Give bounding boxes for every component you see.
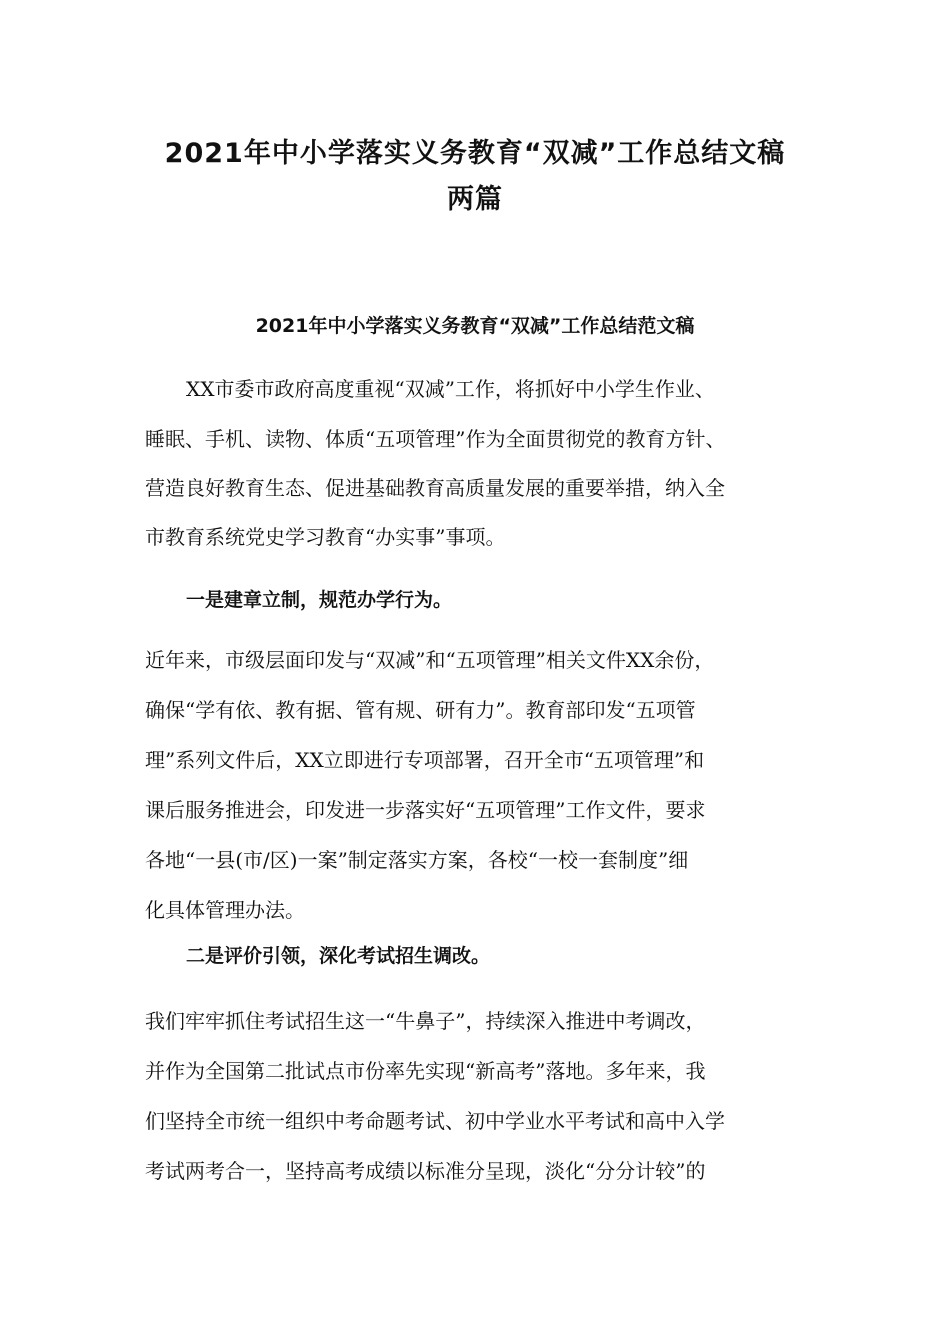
section-2-line: 并作为全国第二批试点市份率先实现“新高考”落地。多年来，我: [145, 1059, 706, 1083]
section-2-line: 考试两考合一，坚持高考成绩以标准分呈现，淡化“分分计较”的: [145, 1159, 706, 1183]
intro-line: 营造良好教育生态、促进基础教育高质量发展的重要举措，纳入全: [145, 476, 725, 500]
section-1-line: 课后服务推进会，印发进一步落实好“五项管理”工作文件，要求: [145, 798, 706, 822]
section-1-heading: 一是建章立制，规范办学行为。: [186, 589, 453, 611]
section-1-line: 化具体管理办法。: [145, 898, 305, 922]
section-1-line: 确保“学有依、教有据、管有规、研有力”。教育部印发“五项管: [145, 698, 696, 722]
document-title-line-2: 两篇: [447, 184, 503, 215]
section-2-line: 我们牢牢抓住考试招生这一“牛鼻子”，持续深入推进中考调改，: [145, 1009, 706, 1033]
section-1-line: 近年来，市级层面印发与“双减”和“五项管理”相关文件XX余份，: [145, 648, 715, 672]
document-title-line-1: 2021年中小学落实义务教育“双减”工作总结文稿: [164, 138, 786, 169]
intro-line: XX市委市政府高度重视“双减”工作，将抓好中小学生作业、: [186, 377, 715, 401]
section-1-line: 理”系列文件后，XX立即进行专项部署，召开全市“五项管理”和: [145, 748, 705, 772]
article-subtitle: 2021年中小学落实义务教育“双减”工作总结范文稿: [255, 315, 695, 337]
section-1-line: 各地“一县(市/区)一案”制定落实方案，各校“一校一套制度”细: [145, 848, 689, 872]
section-2-line: 们坚持全市统一组织中考命题考试、初中学业水平考试和高中入学: [145, 1109, 725, 1133]
section-2-heading: 二是评价引领，深化考试招生调改。: [186, 945, 491, 967]
intro-line: 睡眠、手机、读物、体质“五项管理”作为全面贯彻党的教育方针、: [145, 427, 726, 451]
intro-line: 市教育系统党史学习教育“办实事”事项。: [145, 525, 506, 549]
